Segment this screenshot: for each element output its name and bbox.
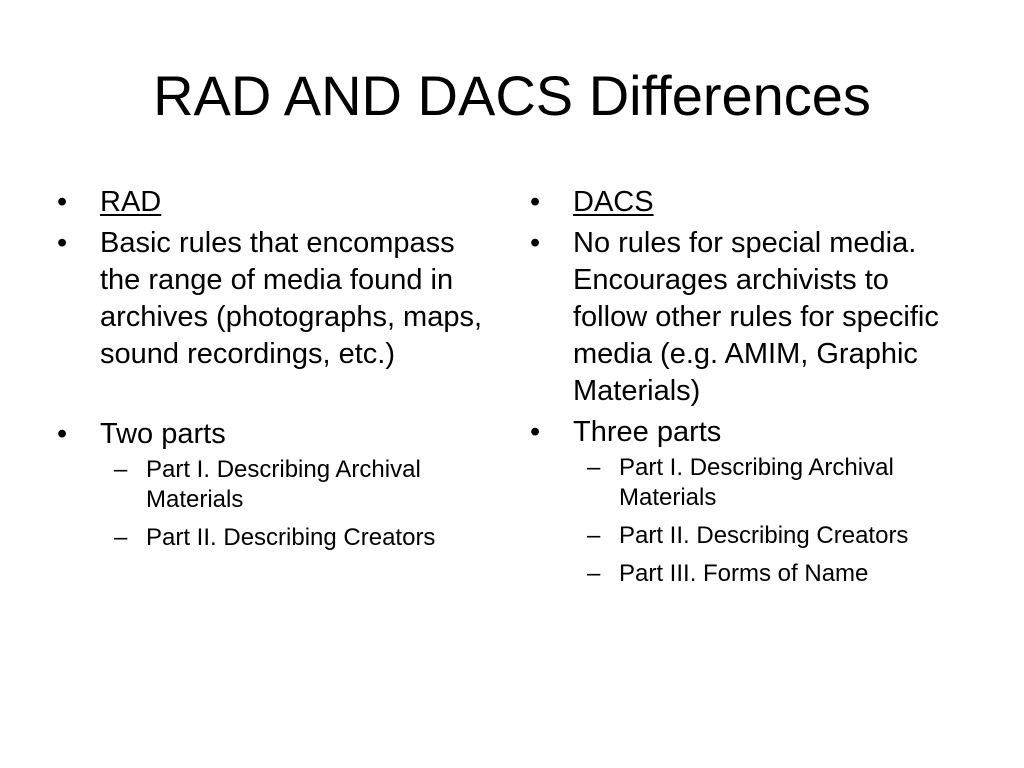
rad-part-item [100,455,494,515]
rad-parts-item [54,416,494,553]
rad-parts-label: Two parts [100,418,226,450]
bullet-marker: • [530,227,541,259]
rad-part-text: Part II. Describing Creators [146,524,436,551]
dacs-parts-item [527,414,967,589]
rad-part-item [100,523,494,553]
spacer [54,377,494,416]
dacs-part-item [573,559,967,589]
dash-marker: – [587,522,601,549]
rad-heading-item [54,184,494,221]
dacs-part-text: Part II. Describing Creators [619,522,909,549]
slide-title: RAD AND DACS Differences [153,64,871,127]
bullet-marker: • [57,227,68,259]
dacs-part-item [573,521,967,551]
dacs-column [527,184,967,597]
dacs-heading: DACS [573,186,654,218]
bullet-marker: • [57,418,68,450]
dacs-parts-label: Three parts [573,416,722,448]
rad-description: Basic rules that encompass the range of media found in archives (photographs, maps, sound recordings, etc.) [100,227,483,370]
dacs-description: No rules for special media. Encourages archivists to follow other rules for specific media (e.g. AMIM, Graphic Materials) [573,227,939,407]
rad-part-text: Part I. Describing Archival Materials [146,456,421,513]
dacs-part-text: Part III. Forms of Name [619,560,869,587]
rad-parts-list [100,455,494,553]
dash-marker: – [587,560,601,587]
dacs-parts-list [573,453,967,589]
rad-heading: RAD [100,186,162,218]
dacs-part-text: Part I. Describing Archival Materials [619,454,894,511]
dacs-heading-item [527,184,967,221]
dash-marker: – [587,454,601,481]
bullet-marker: • [530,416,541,448]
rad-description-item [54,225,494,373]
bullet-marker: • [530,186,541,218]
dash-marker: – [114,524,128,551]
dacs-description-item [527,225,967,410]
rad-column [54,184,494,561]
dash-marker: – [114,456,128,483]
dacs-part-item [573,453,967,513]
bullet-marker: • [57,186,68,218]
